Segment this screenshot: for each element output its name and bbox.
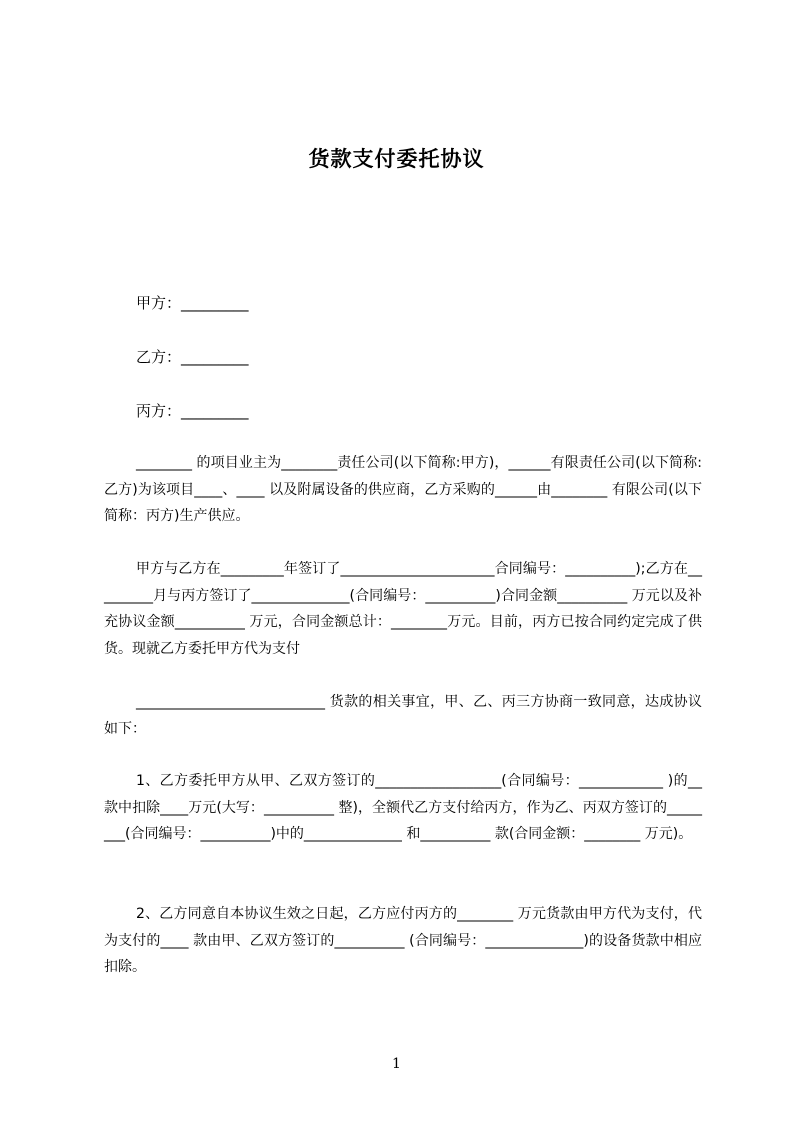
clause-1: 1、乙方委托甲方从甲、乙双方签订的__________________(合同编号：____________ )的__款中扣除____万元(大写：__________ 整)，全额代乙方支付给丙方，作为乙、丙双方签订的________(合同编号：__________)中的______________ 和__________ 款(合同金额：________ 万元)。 (104, 773, 702, 842)
page-number: 1 (392, 1056, 401, 1072)
party-a-line: 甲方：_________ (136, 294, 249, 312)
paragraph-background: ________ 的项目业主为________责任公司(以下简称:甲方)，______有限责任公司(以下简称:乙方)为该项目____、____ 以及附属设备的供应商，乙方采购的______由________ 有限公司(以下简称：丙方)生产供应。 (104, 455, 702, 524)
party-b-line: 乙方：_________ (136, 348, 249, 366)
paragraph-contracts: 甲方与乙方在_________年签订了______________________合同编号：__________);乙方在_________月与丙方签订了______________(合同编号：__________)合同金额__________ 万元以及补充协议金额__________ 万元，合同金额总计：________万元。目前，丙方已按合同约定完成了供货。现就乙方委托甲方代为支付 (104, 561, 702, 657)
party-c-line: 丙方：_________ (136, 402, 249, 420)
document-title: 货款支付委托协议 (308, 147, 485, 171)
paragraph-agreement-intro: ___________________________ 货款的相关事宜，甲、乙、丙三方协商一致同意，达成协议如下： (104, 694, 702, 737)
clause-2: 2、乙方同意自本协议生效之日起，乙方应付丙方的________ 万元货款由甲方代为支付，代为支付的____ 款由甲、乙双方签订的__________ (合同编号：______________)的设备货款中相应扣除。 (104, 906, 702, 975)
